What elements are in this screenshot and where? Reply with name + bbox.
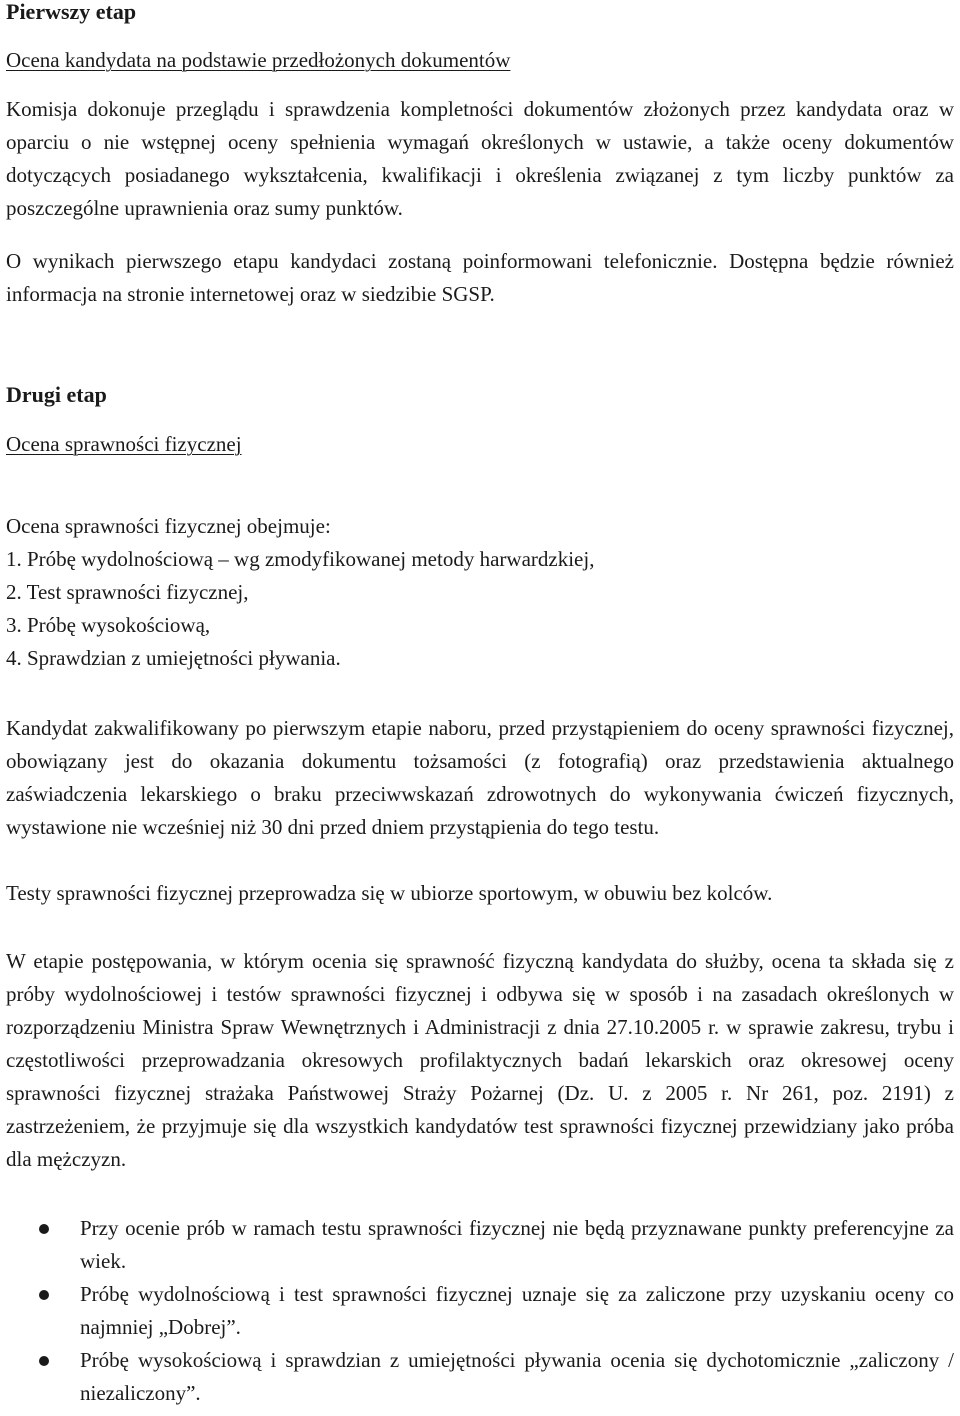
stage2-paragraph-1: Kandydat zakwalifikowany po pierwszym etapie naboru, przed przystąpieniem do oceny sprawności fizycznej, obowiązany jest do okazania dokumentu tożsamości (z fotografią) oraz przedstawienia aktualnego zaświadczenia lekarskiego o braku przeciwwskazań zdrowotnych do wykonywania ćwiczeń fizycznych, wystawione nie wcześniej niż 30 dni przed dniem przystąpienia do tego testu. [6,716,954,839]
fitness-list-item: 2. Test sprawności fizycznej, [6,580,249,604]
stage1-heading: Pierwszy etap [6,0,137,24]
stage2-heading: Drugi etap [6,382,107,407]
rules-bullet-item [30,1278,954,1344]
stage2-paragraph-2: Testy sprawności fizycznej przeprowadza się w ubiorze sportowym, w obuwiu bez kolców. [6,881,773,905]
fitness-list-item: 4. Sprawdzian z umiejętności pływania. [6,646,341,670]
bullet-dot-icon [39,1224,49,1234]
bullet-dot-icon [39,1290,49,1300]
rules-bullet-text: Próbę wydolnościową i test sprawności fizycznej uznaje się za zaliczone przy uzyskaniu oceny co najmniej „Dobrej”. [80,1282,954,1339]
stage1-paragraph-2: O wynikach pierwszego etapu kandydaci zostaną poinformowani telefonicznie. Dostępna będzie również informacja na stronie internetowej oraz w siedzibie SGSP. [6,249,954,306]
stage1-paragraph-1: Komisja dokonuje przeglądu i sprawdzenia kompletności dokumentów złożonych przez kandydata oraz w oparciu o nie wstępnej oceny spełnienia wymagań określonych w ustawie, a także oceny dokumentów dotyczących posiadanego wykształcenia, kwalifikacji i określenia związanej z tym liczby punktów za poszczególne uprawnienia oraz sumy punktów. [6,97,954,220]
rules-bullet-text: Próbę wysokościową i sprawdzian z umiejętności pływania ocenia się dychotomicznie „zaliczony / niezaliczony”. [80,1348,954,1405]
rules-bullet-list [30,1212,954,1410]
rules-bullet-text: Przy ocenie prób w ramach testu sprawności fizycznej nie będą przyznawane punkty preferencyjne za wiek. [80,1216,954,1273]
bullet-dot-icon [39,1356,49,1366]
fitness-list-intro: Ocena sprawności fizycznej obejmuje: [6,514,331,538]
rules-bullet-item [30,1344,954,1410]
stage1-subheading: Ocena kandydata na podstawie przedłożonych dokumentów [6,48,511,72]
stage2-paragraph-3: W etapie postępowania, w którym ocenia się sprawność fizyczną kandydata do służby, ocena ta składa się z próby wydolnościowej i testów sprawności fizycznej i odbywa się w sposób i na zasadach określonych w rozporządzeniu Ministra Spraw Wewnętrznych i Administracji z dnia 27.10.2005 r. w sprawie zakresu, trybu i częstotliwości przeprowadzania okresowych profilaktycznych badań lekarskich oraz okresowej oceny sprawności fizycznej strażaka Państwowej Straży Pożarnej (Dz. U. z 2005 r. Nr 261, poz. 2191) z zastrzeżeniem, że przyjmuje się dla wszystkich kandydatów test sprawności fizycznej przewidziany jako próba dla mężczyzn. [6,949,954,1171]
stage2-subheading: Ocena sprawności fizycznej [6,432,242,456]
fitness-list-item: 3. Próbę wysokościową, [6,613,211,637]
fitness-list [6,510,954,675]
fitness-list-item: 1. Próbę wydolnościową – wg zmodyfikowanej metody harwardzkiej, [6,547,595,571]
rules-bullet-item [30,1212,954,1278]
